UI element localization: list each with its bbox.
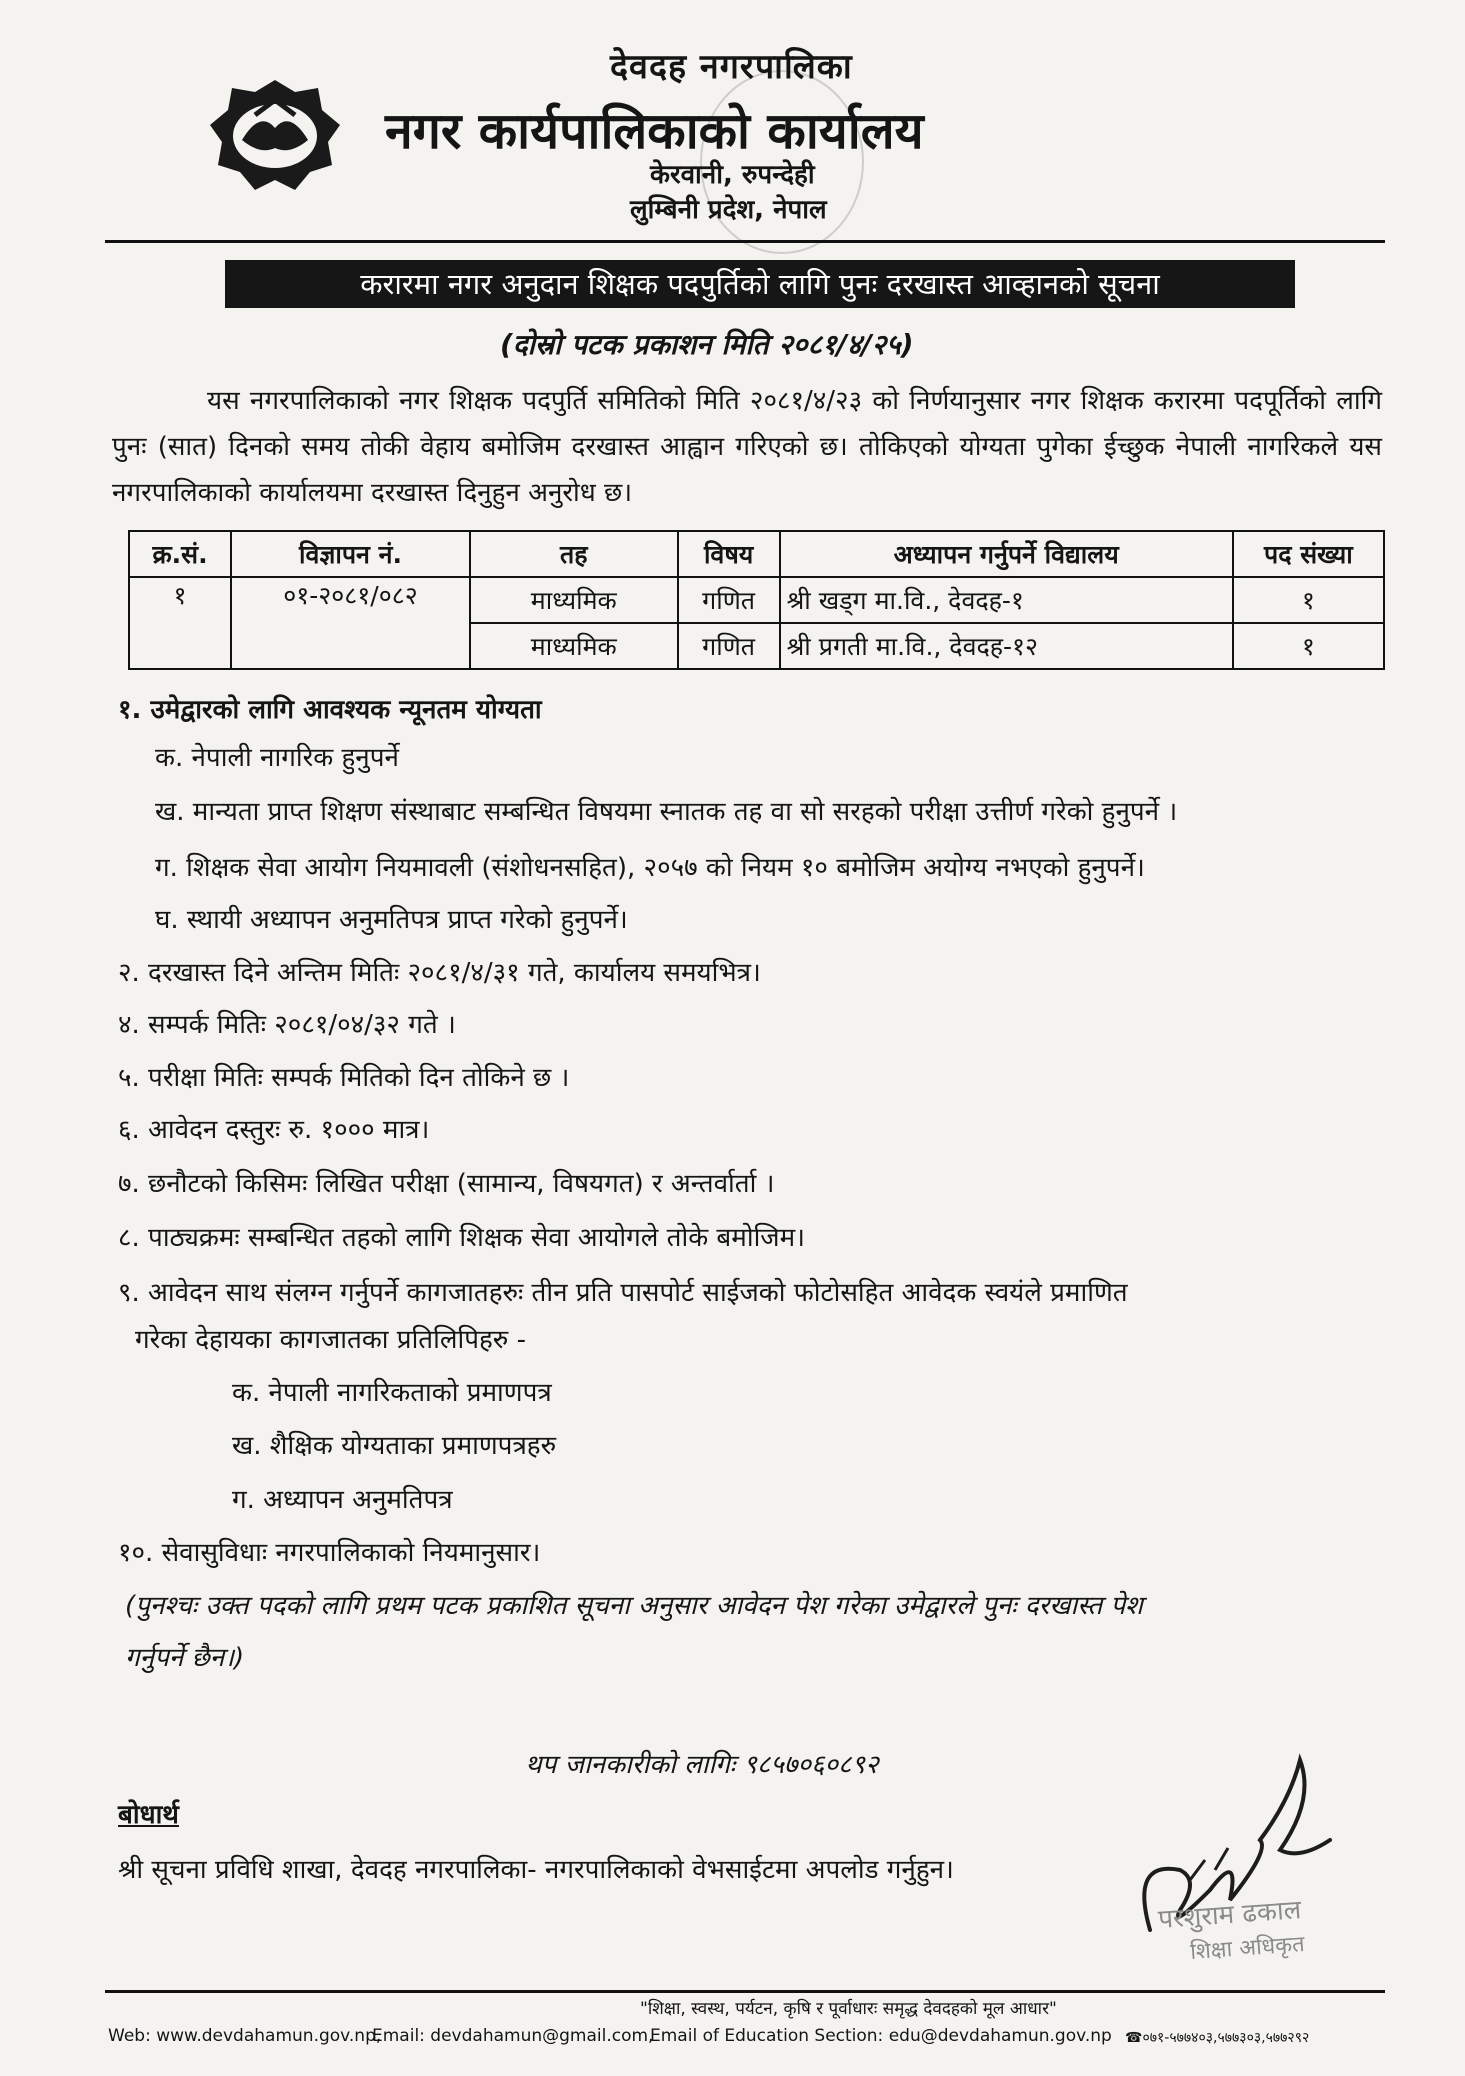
cell-level: माध्यमिक (470, 623, 678, 669)
cell-posts: १ (1233, 577, 1384, 623)
col-header-posts: पद संख्या (1233, 531, 1384, 577)
stamp-designation: शिक्षा अधिकृत (1189, 1932, 1306, 1965)
nepal-emblem-icon (200, 70, 350, 200)
footer-email: Email: devdahamun@gmail.com, (372, 2026, 654, 2046)
intro-paragraph: यस नगरपालिकाको नगर शिक्षक पदपुर्ति समितिको मिति २०८१/४/२३ को निर्णयानुसार नगर शिक्षक करारमा पदपूर्तिको लागि पुनः (सात) दिनको समय तोकी वेहाय बमोजिम दरखास्त आह्वान गरिएको छ। तोकिएको योग्यता पुगेका ईच्छुक नेपाली नागरिकले यस नगरपालिकाको कार्यालयमा दरखास्त दिनुहुन अनुरोध छ। (112, 386, 1382, 508)
office-name: नगर कार्यपालिकाको कार्यालय (385, 102, 924, 160)
municipality-name: देवदह नगरपालिका (610, 47, 853, 87)
col-header-advert: विज्ञापन नं. (231, 531, 470, 577)
table-header-row (129, 531, 1384, 577)
facilities-line: १०. सेवासुविधाः नगरपालिकाको नियमानुसार। (118, 1538, 541, 1568)
cell-subject: गणित (678, 623, 780, 669)
qualification-c: ग. शिक्षक सेवा आयोग नियमावली (संशोधनसहित), २०५७ को नियम १० बमोजिम अयोग्य नभएको हुनुपर्ने। (155, 853, 1145, 883)
cell-level: माध्यमिक (470, 577, 678, 623)
document-c: ग. अध्यापन अनुमतिपत्र (232, 1485, 453, 1515)
address-line-2: लुम्बिनी प्रदेश, नेपाल (630, 195, 827, 225)
documents-line-1: ९. आवेदन साथ संलग्न गर्नुपर्ने कागजातहरुः तीन प्रति पासपोर्ट साईजको फोटोसहित आवेदक स्वयंले प्रमाणित (118, 1278, 1128, 1308)
cell-posts: १ (1233, 623, 1384, 669)
table-row (129, 577, 1384, 623)
more-info-line: थप जानकारीको लागिः ९८५७०६०८९२ (525, 1750, 879, 1780)
cc-heading: बोधार्थ (118, 1800, 179, 1830)
col-header-subject: विषय (678, 531, 780, 577)
cell-school: श्री प्रगती मा.वि., देवदह-१२ (780, 623, 1233, 669)
qualification-a: क. नेपाली नागरिक हुनुपर्ने (155, 743, 399, 773)
selection-line: ७. छनौटको किसिमः लिखित परीक्षा (सामान्य, विषयगत) र अन्तर्वार्ता । (118, 1169, 775, 1199)
qualification-heading: १. उमेद्वारको लागि आवश्यक न्यूनतम योग्यता (118, 695, 542, 725)
vacancy-table (128, 530, 1385, 670)
col-header-sn: क्र.सं. (129, 531, 231, 577)
cell-sn: १ (129, 577, 231, 669)
fee-line: ६. आवेदन दस्तुरः रु. १००० मात्र। (118, 1115, 430, 1145)
qualification-d: घ. स्थायी अध्यापन अनुमतिपत्र प्राप्त गरेको हुनुपर्ने। (155, 905, 628, 935)
notice-title: करारमा नगर अनुदान शिक्षक पदपुर्तिको लागि पुनः दरखास्त आव्हानको सूचना (225, 260, 1295, 308)
syllabus-line: ८. पाठ्यक्रमः सम्बन्धित तहको लागि शिक्षक सेवा आयोगले तोके बमोजिम। (118, 1223, 805, 1253)
cc-text: श्री सूचना प्रविधि शाखा, देवदह नगरपालिका- नगरपालिकाको वेभसाईटमा अपलोड गर्नुहुन। (118, 1855, 954, 1885)
document-b: ख. शैक्षिक योग्यताका प्रमाणपत्रहरु (232, 1431, 557, 1461)
address-line-1: केरवानी, रुपन्देही (650, 160, 815, 190)
footer-website: Web: www.devdahamun.gov.np, (108, 2026, 382, 2046)
qualification-b: ख. मान्यता प्राप्त शिक्षण संस्थाबाट सम्बन्धित विषयमा स्नातक तह वा सो सरहको परीक्षा उत्तीर्ण गरेको हुनुपर्ने । (155, 797, 1178, 827)
documents-line-2: गरेका देहायका कागजातका प्रतिलिपिहरु - (135, 1325, 526, 1355)
col-header-level: तह (470, 531, 678, 577)
col-header-school: अध्यापन गर्नुपर्ने विद्यालय (780, 531, 1233, 577)
note-line-2: गर्नुपर्ने छैन।) (125, 1643, 245, 1673)
cell-subject: गणित (678, 577, 780, 623)
publication-date: (दोस्रो पटक प्रकाशन मिति २०८१/४/२५) (500, 328, 914, 361)
document-a: क. नेपाली नागरिकताको प्रमाणपत्र (232, 1378, 552, 1408)
cell-school: श्री खड्ग मा.वि., देवदह-१ (780, 577, 1233, 623)
cell-advert-no: ०१-२०८१/०८२ (231, 577, 470, 669)
contact-date-line: ४. सम्पर्क मितिः २०८१/०४/३२ गते । (118, 1010, 456, 1040)
stamp-name: परशुराम ढकाल (1157, 1895, 1303, 1935)
exam-date-line: ५. परीक्षा मितिः सम्पर्क मितिको दिन तोकिने छ । (118, 1063, 570, 1093)
deadline-line: २. दरखास्त दिने अन्तिम मितिः २०८१/४/३१ गते, कार्यालय समयभित्र। (118, 958, 761, 988)
footer-motto: "शिक्षा, स्वस्थ, पर्यटन, कृषि र पूर्वाधारः समृद्ध देवदहको मूल आधार" (640, 1999, 1057, 2019)
footer-edu-email: Email of Education Section: edu@devdahamun.gov.np (650, 2026, 1112, 2046)
footer-divider (105, 1990, 1385, 1993)
header-divider (105, 240, 1385, 243)
footer-phone: ☎०७१-५७७४०३,५७७३०३,५७७२९२ (1125, 2030, 1310, 2046)
note-line-1: (पुनश्चः उक्त पदको लागि प्रथम पटक प्रकाशित सूचना अनुसार आवेदन पेश गरेका उमेद्वारले पुनः दरखास्त पेश (125, 1591, 1143, 1621)
